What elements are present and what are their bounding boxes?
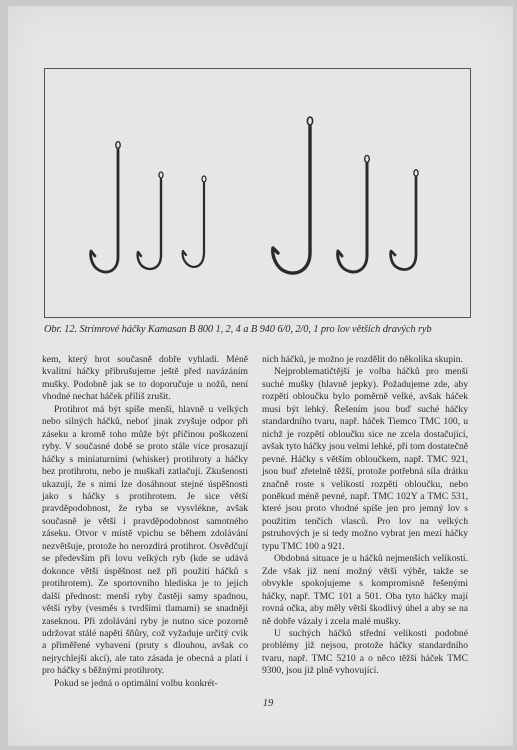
paragraph: Pokud se jedná o optimální volbu konkrét- <box>54 677 218 689</box>
hook-icon <box>338 155 370 272</box>
figure-caption: Obr. 12. Strímrové háčky Kamasan B 800 1, 2, 4 a B 940 6/0, 2/0, 1 pro lov větších dravých ryb <box>44 324 432 335</box>
paragraph: Nejproblematičtější je volba háčků pro menší suché mušky (hlavně jepky). Požadujeme zde, aby rozpětí obloučku bylo poměrně velké, avšak háček musí být lehký. Řešením jsou buď suché háčky standardního tvaru, např. háček Tiemco TMC 100, u nichž je rozpětí obloučku sice ne zcela dostačující, avšak tyto háčky jsou velmi lehké, při tom dostatečně pevné. Háčky s větším obloučkem, např. TMC 921, jsou buď zřetelně těžší, protože potřebná síla drátku značně roste s velikostí rozpětí obloučku, nebo poněkud méně pevné, např. TMC 102Y a TMC 531, které jsou proto vhodné spíše jen pro jemný lov s použitím tenčích vlasců. Pro lov na velkých pstruhových je si tedy možno vybrat jen mezi háčky typu TMC 100 a 921. <box>262 366 468 552</box>
paragraph: Protihrot má být spíše menší, hlavně u velkých nebo silných háčků, neboť jinak zvyšuje odpor při záseku a kromě toho může být příčinou poškození ryby. V současné době se proto stále více prosazují háčky s miniaturními (whisker) protihroty a háčky bez protihrotu, nebo je muškaři zatlačují. Zkušenosti ukazují, že s nimi lze dosáhnout stejné úspěšnosti jako s háčky s protihrotem. Je sice větší pravděpodobnost, že ryba se vysvlékne, avšak současně je větší i pravděpodobnost samotného záseku. Otvor v místě vpichu se během zdolávání nezvětšuje, protože ho nerozdírá protihrot. Osvědčují se především při lovu velkých ryb (kde se udává dokonce větší úspěšnost než při použití háčků s protihrotem). Ze sportovního hlediska je to jejich další přednost: menší ryby častěji samy spadnou, větší ryby (vesměs s tvrdšími tlamami) se snadněji zaseknou. Při zdolávání ryby je nutno sice pozorně udržovat stálé napětí šňůry, což vyžaduje určitý cvik a přiměřené vybavení (pruty s dlouhou, avšak co nejrychlejší akcí), ale tato zásada je obecná a platí i pro háčky s běžnými protihroty. <box>42 403 248 677</box>
hook-icon <box>183 176 206 267</box>
hooks-illustration <box>45 69 470 317</box>
hook-icon <box>138 172 163 269</box>
text-column-left <box>42 354 248 690</box>
figure-frame <box>44 68 471 318</box>
hook-icon <box>273 117 313 273</box>
hook-icon <box>391 170 418 270</box>
paragraph: kem, který hrot současně dobře vyhladí. Méně kvalitní háčky přibrušujeme ještě před navázáním mušky. Podobně jak se to doporučuje u nožů, není vhodné nechat háček příliš zrušit. <box>42 354 248 403</box>
text-column-right <box>262 354 468 678</box>
book-page <box>8 6 513 746</box>
paragraph: U suchých háčků střední velikosti podobné problémy již nejsou, protože háčky standardního tvaru, např. TMC 5210 a o něco těžší háček TMC 9300, jsou již plně vyhovující. <box>262 627 468 677</box>
paragraph: Obdobná situace je u háčků nejmenších velikostí. Zde však již není možný větší výběr, takže se obvykle spokojujeme s kompromisně řešenými háčky, např. TMC 101 a 501. Oba tyto háčky mají rovná očka, aby měly větší škodlivý úhel a aby se na ně dobře vázaly i zcela malé mušky. <box>262 553 468 627</box>
page-number: 19 <box>262 698 274 709</box>
paragraph: ních háčků, je možno je rozdělit do několika skupin. <box>262 354 463 365</box>
hook-icon <box>91 142 121 272</box>
